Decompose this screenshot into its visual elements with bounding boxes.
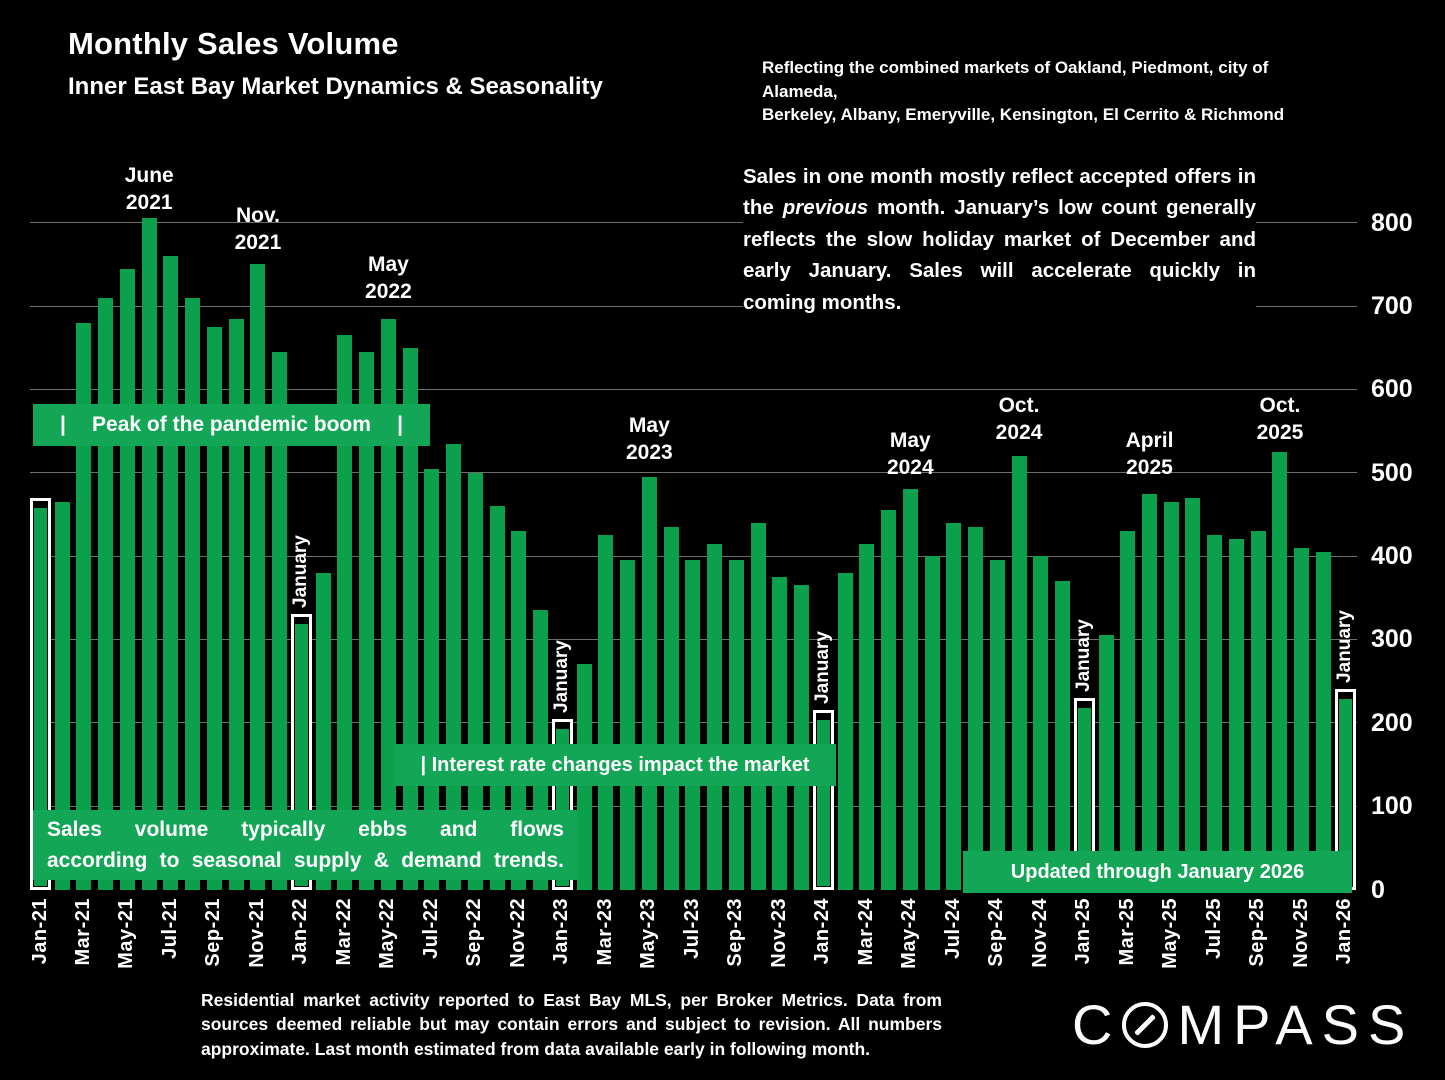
- banner-word: ebbs: [358, 818, 408, 841]
- x-axis-label-Sep-23: Sep-23: [724, 898, 747, 967]
- bar-Jan-24: [813, 710, 834, 889]
- banner-word: according: [47, 849, 148, 872]
- bar-Apr-21: [98, 298, 113, 890]
- compass-needle-icon: [1134, 1014, 1156, 1036]
- annotation-Oct.-2025: [1210, 392, 1350, 446]
- x-axis-label-Jan-21: Jan-21: [28, 898, 51, 965]
- x-axis-label-Jan-23: Jan-23: [550, 898, 573, 965]
- x-axis-label-Nov-24: Nov-24: [1028, 898, 1051, 968]
- bar-Oct-25: [1272, 452, 1287, 890]
- banner-updated-text: Updated through January 2026: [1010, 860, 1305, 883]
- banner-word: typically: [241, 818, 326, 841]
- banner-word: volume: [134, 818, 209, 841]
- bar-Aug-25: [1229, 539, 1244, 889]
- y-axis-label-700: 700: [1371, 292, 1413, 320]
- annotation-line: 2022: [365, 280, 412, 303]
- compass-o-icon: [1122, 1002, 1168, 1048]
- bar-Sep-24: [990, 560, 1005, 889]
- logo-letter-c: C: [1072, 993, 1122, 1056]
- bar-Nov-23: [772, 577, 787, 890]
- annotation-line: 2025: [1126, 456, 1173, 479]
- annotation-May-2023: [579, 412, 719, 466]
- banner-word: demand: [401, 849, 482, 872]
- bar-Nov-21: [250, 264, 265, 889]
- bar-Sep-23: [729, 560, 744, 889]
- annotation-line: May: [367, 253, 409, 276]
- bar-Aug-23: [707, 544, 722, 890]
- annotation-line: June: [124, 164, 174, 187]
- january-label-Jan-22: January: [290, 535, 312, 609]
- bar-Dec-23: [794, 585, 809, 889]
- january-label-Jan-23: January: [551, 639, 573, 713]
- x-axis-label-Jul-25: Jul-25: [1202, 898, 1225, 959]
- bar-Apr-23: [620, 560, 635, 889]
- x-axis-label-May-22: May-22: [376, 898, 399, 969]
- annotation-line: 2025: [1256, 421, 1304, 444]
- x-axis-label-Sep-24: Sep-24: [985, 898, 1008, 967]
- y-axis-label-0: 0: [1371, 875, 1385, 904]
- bar-May-24: [903, 489, 918, 889]
- x-axis-label-May-21: May-21: [115, 898, 138, 969]
- x-axis-label-Mar-21: Mar-21: [71, 898, 94, 966]
- commentary-paragraph: [743, 161, 1256, 322]
- january-label-Jan-25: January: [1073, 618, 1095, 692]
- annotation-line: May: [889, 429, 931, 452]
- bar-Apr-25: [1142, 494, 1157, 890]
- bar-Nov-25: [1294, 548, 1309, 890]
- january-label-Jan-26: January: [1334, 610, 1356, 684]
- bar-Jun-21: [142, 218, 157, 889]
- x-axis-label-Jan-26: Jan-26: [1333, 898, 1356, 965]
- banner-interest-rate: [394, 744, 836, 786]
- bar-Jun-23: [664, 527, 679, 890]
- banner-interest-text: | Interest rate changes impact the market: [420, 753, 810, 776]
- commentary-italic-word: previous: [782, 196, 869, 220]
- banner-updated-through: [963, 851, 1352, 893]
- annotation-April-2025: [1079, 427, 1219, 481]
- x-axis-label-Jul-24: Jul-24: [941, 898, 964, 959]
- annotation-line: Oct.: [998, 394, 1040, 417]
- bar-Aug-24: [968, 527, 983, 890]
- bar-Jul-24: [946, 523, 961, 890]
- x-axis-label-Sep-22: Sep-22: [463, 898, 486, 967]
- annotation-line: May: [628, 414, 670, 437]
- commentary-part1: Sales in one month mostly reflect accepted offers in the: [743, 165, 1256, 220]
- x-axis-label-Jan-22: Jan-22: [289, 898, 312, 965]
- page-subtitle: Inner East Bay Market Dynamics & Seasonality: [68, 73, 603, 100]
- banner-seasonal-line1: [47, 814, 564, 845]
- annotation-Nov.-2021: [188, 202, 328, 256]
- y-axis-label-200: 200: [1371, 708, 1413, 737]
- bar-Mar-25: [1120, 531, 1135, 889]
- x-axis-label-May-23: May-23: [637, 898, 660, 969]
- banner-peak-of-pandemic-boom: [33, 404, 430, 446]
- january-label-Jan-24: January: [812, 631, 834, 705]
- x-axis-label-Mar-22: Mar-22: [332, 898, 355, 966]
- y-axis-label-100: 100: [1371, 792, 1413, 821]
- market-coverage-note: [762, 56, 1322, 127]
- bar-Jun-25: [1185, 498, 1200, 890]
- x-axis-label-Jan-25: Jan-25: [1072, 898, 1095, 965]
- bar-Oct-24: [1012, 456, 1027, 889]
- y-axis-label-300: 300: [1371, 625, 1413, 654]
- bar-Dec-25: [1316, 552, 1331, 890]
- banner-word: Sales: [47, 818, 102, 841]
- x-axis-label-Jul-21: Jul-21: [158, 898, 181, 959]
- banner-peak-pipe-left: |: [60, 413, 66, 436]
- banner-word: and: [440, 818, 478, 841]
- banner-peak-pipe-right: |: [397, 413, 403, 436]
- bar-Feb-24: [838, 573, 853, 890]
- bar-Nov-24: [1033, 556, 1048, 889]
- banner-peak-text: Peak of the pandemic boom: [92, 413, 371, 436]
- commentary-part3: month. January’s low count generally reflects the slow holiday market of December and early January. Sales will accelerate quickly in coming months.: [743, 196, 1257, 314]
- bar-Apr-24: [881, 510, 896, 889]
- x-axis-label-Sep-25: Sep-25: [1246, 898, 1269, 967]
- x-axis-label-Nov-21: Nov-21: [245, 898, 268, 968]
- compass-logo: [1072, 994, 1414, 1056]
- y-axis-label-800: 800: [1371, 208, 1413, 237]
- banner-word: flows: [510, 818, 564, 841]
- bar-May-21: [120, 269, 135, 890]
- annotation-line: Nov.: [235, 204, 280, 227]
- banner-word: &: [373, 849, 389, 872]
- bar-Jul-21: [163, 256, 178, 890]
- x-axis-label-Nov-22: Nov-22: [506, 898, 529, 968]
- bar-Dec-24: [1055, 581, 1070, 889]
- banner-word: supply: [293, 849, 362, 872]
- x-axis-label-Jul-22: Jul-22: [419, 898, 442, 959]
- banner-word: trends.: [493, 849, 564, 872]
- bar-Jul-25: [1207, 535, 1222, 889]
- annotation-line: April: [1125, 429, 1174, 452]
- bar-Jun-24: [925, 556, 940, 889]
- x-axis-label-May-25: May-25: [1159, 898, 1182, 969]
- x-axis-label-May-24: May-24: [898, 898, 921, 969]
- x-axis-label-Nov-25: Nov-25: [1289, 898, 1312, 968]
- annotation-line: 2021: [234, 231, 282, 254]
- x-axis-label-Sep-21: Sep-21: [202, 898, 225, 967]
- annotation-line: 2023: [626, 441, 673, 464]
- y-axis-label-600: 600: [1371, 375, 1413, 404]
- market-note-line2: Berkeley, Albany, Emeryville, Kensington, El Cerrito & Richmond: [762, 105, 1285, 124]
- x-axis-label-Mar-24: Mar-24: [854, 898, 877, 966]
- bar-May-23: [642, 477, 657, 890]
- market-note-line1: Reflecting the combined markets of Oakland, Piedmont, city of Alameda,: [762, 58, 1269, 101]
- annotation-line: Oct.: [1259, 394, 1301, 417]
- y-axis-label-400: 400: [1371, 542, 1413, 571]
- annotation-line: 2021: [125, 191, 173, 214]
- bar-Mar-24: [859, 544, 874, 890]
- x-axis-label-Mar-23: Mar-23: [593, 898, 616, 966]
- page-title: Monthly Sales Volume: [68, 26, 399, 61]
- bar-Oct-23: [751, 523, 766, 890]
- logo-letters-mpass: MPASS: [1177, 993, 1415, 1056]
- bar-May-25: [1164, 502, 1179, 890]
- banner-seasonal-trends: [33, 810, 578, 880]
- bar-Jul-23: [685, 560, 700, 889]
- banner-seasonal-line2: [47, 845, 564, 876]
- annotation-Oct.-2024: [949, 392, 1089, 446]
- banner-word: seasonal: [191, 849, 282, 872]
- x-axis-label-Mar-25: Mar-25: [1115, 898, 1138, 966]
- x-axis-label-Jan-24: Jan-24: [811, 898, 834, 965]
- annotation-line: 2024: [886, 456, 934, 479]
- x-axis-label-Nov-23: Nov-23: [767, 898, 790, 968]
- bar-Aug-21: [185, 298, 200, 890]
- bar-Sep-25: [1251, 531, 1266, 889]
- banner-word: to: [159, 849, 180, 872]
- y-axis-label-500: 500: [1371, 458, 1413, 487]
- annotation-May-2022: [318, 251, 458, 305]
- bar-Mar-23: [598, 535, 613, 889]
- annotation-line: 2024: [995, 421, 1043, 444]
- disclaimer-text: Residential market activity reported to East Bay MLS, per Broker Metrics. Data from sources deemed reliable but may contain errors and subject to revision. All numbers approximate. Last month estimated from data available early in following month.: [201, 990, 942, 1059]
- x-axis-label-Jul-23: Jul-23: [680, 898, 703, 959]
